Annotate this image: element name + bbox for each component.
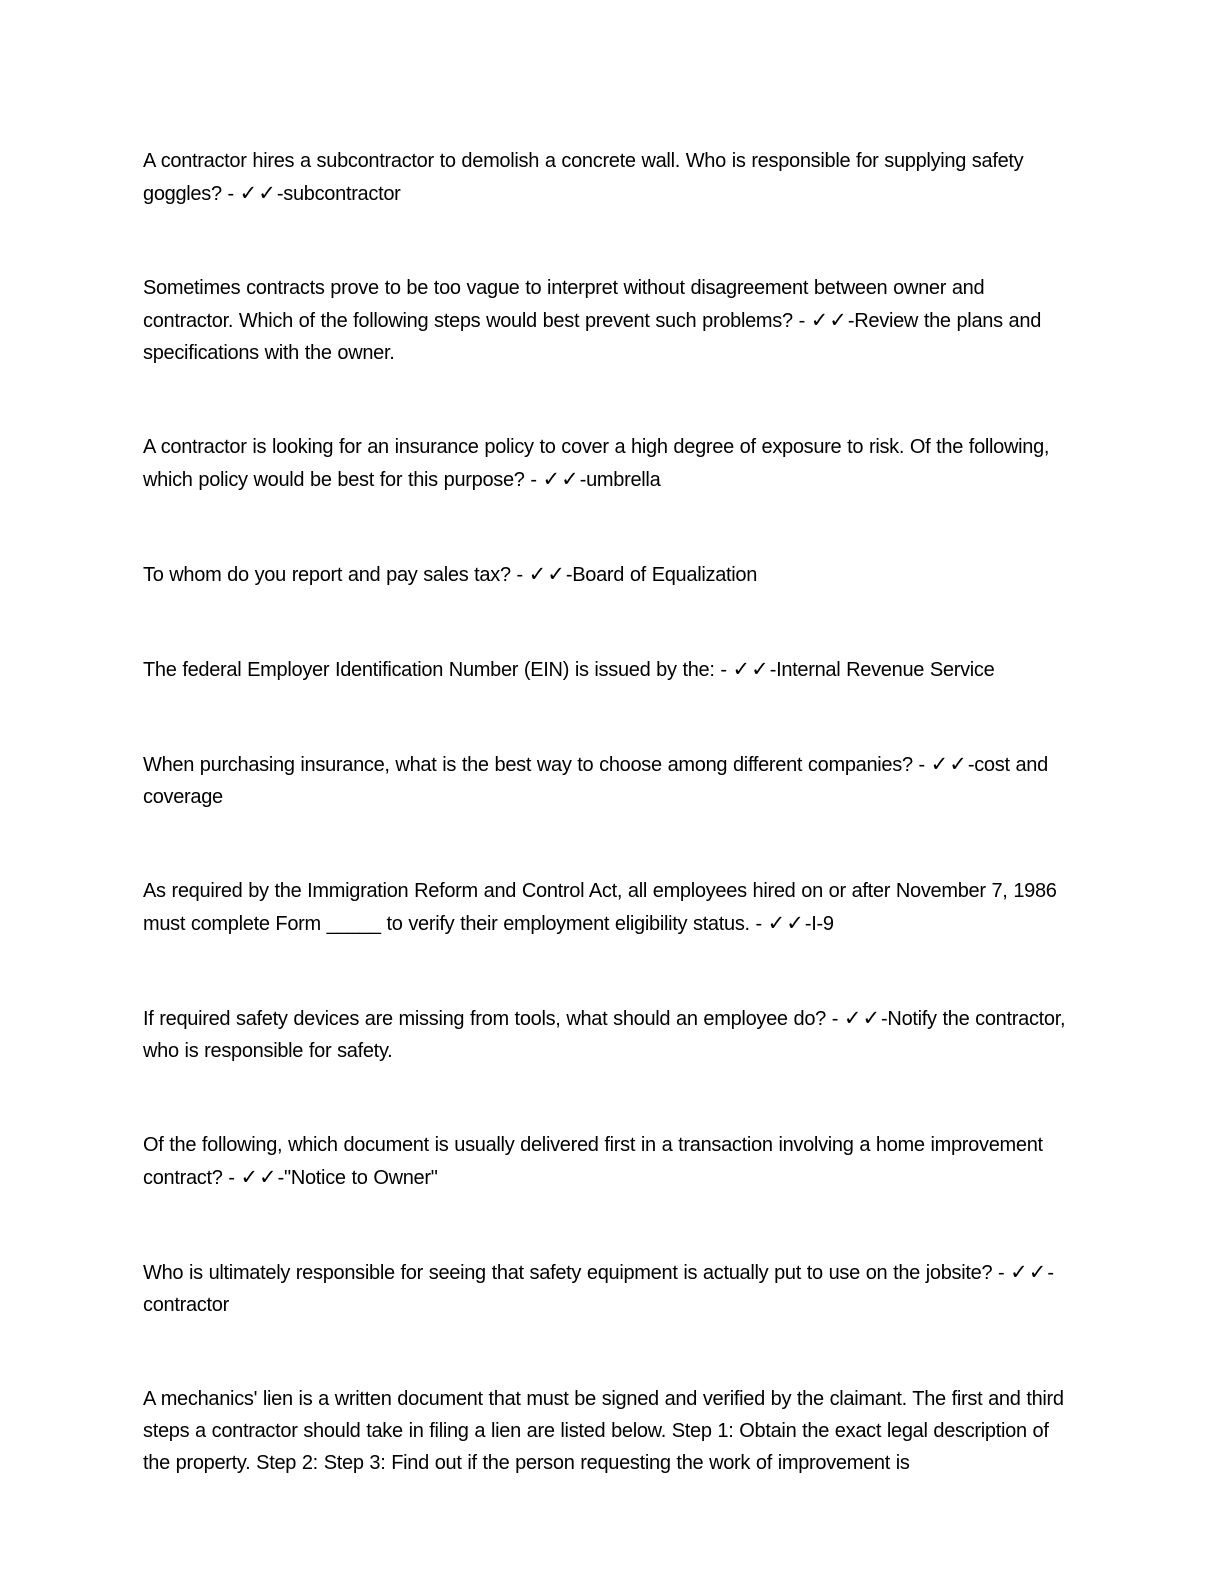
correct-answer-checkmarks-icon: ✓✓ bbox=[810, 308, 848, 332]
question-text: To whom do you report and pay sales tax? bbox=[143, 564, 511, 586]
answer-text: umbrella bbox=[586, 469, 661, 491]
question-text: When purchasing insurance, what is the best way to choose among different companies? bbox=[143, 754, 913, 776]
question-text: Sometimes contracts prove to be too vague to interpret without disagreement between owner and contractor. Which of the following steps would best prevent such problems? bbox=[143, 277, 985, 332]
answer-prefix-dash: - bbox=[579, 469, 587, 491]
answer-text: contractor bbox=[143, 1294, 229, 1316]
correct-answer-checkmarks-icon: ✓✓ bbox=[1010, 1260, 1048, 1284]
answer-text: "Notice to Owner" bbox=[284, 1167, 438, 1189]
qa-item bbox=[143, 272, 1075, 369]
answer-separator-dash: - bbox=[524, 469, 543, 491]
answer-prefix-dash: - bbox=[277, 1167, 285, 1189]
correct-answer-checkmarks-icon: ✓✓ bbox=[843, 1006, 882, 1030]
answer-separator-dash: - bbox=[221, 183, 240, 205]
answer-text: I-9 bbox=[811, 913, 834, 935]
question-text: The federal Employer Identification Number (EIN) is issued by the: bbox=[143, 659, 715, 681]
correct-answer-checkmarks-icon: ✓✓ bbox=[542, 467, 580, 491]
qa-item bbox=[143, 748, 1075, 813]
qa-item bbox=[143, 1383, 1075, 1479]
answer-separator-dash: - bbox=[792, 310, 811, 332]
answer-prefix-dash: - bbox=[1047, 1262, 1054, 1284]
answer-text: Notify the contractor, who is responsible for safety. bbox=[143, 1008, 1066, 1062]
qa-item bbox=[143, 653, 1075, 686]
qa-item bbox=[143, 1002, 1075, 1067]
answer-prefix-dash: - bbox=[967, 754, 975, 776]
correct-answer-checkmarks-icon: ✓✓ bbox=[528, 562, 566, 586]
answer-prefix-dash: - bbox=[881, 1008, 888, 1030]
answer-text: Board of Equalization bbox=[572, 564, 758, 586]
answer-text: subcontractor bbox=[283, 183, 401, 205]
answer-text: Internal Revenue Service bbox=[776, 659, 995, 681]
qa-item bbox=[143, 1256, 1075, 1321]
correct-answer-checkmarks-icon: ✓✓ bbox=[240, 1165, 278, 1189]
qa-item bbox=[143, 875, 1075, 940]
qa-item bbox=[143, 431, 1075, 496]
answer-prefix-dash: - bbox=[847, 310, 855, 332]
answer-separator-dash: - bbox=[912, 754, 931, 776]
correct-answer-checkmarks-icon: ✓✓ bbox=[930, 752, 968, 776]
answer-text: Review the plans and specifications with the owner. bbox=[143, 310, 1042, 364]
answer-prefix-dash: - bbox=[769, 659, 777, 681]
question-text: A contractor is looking for an insurance policy to cover a high degree of exposure to risk. Of the following, which policy would be best for this purpose? bbox=[143, 436, 1050, 491]
question-text: A contractor hires a subcontractor to demolish a concrete wall. Who is responsible for supplying safety goggles? bbox=[143, 150, 1024, 205]
question-text: Who is ultimately responsible for seeing that safety equipment is actually put to use on the jobsite? bbox=[143, 1262, 993, 1284]
answer-prefix-dash: - bbox=[565, 564, 573, 586]
answer-separator-dash: - bbox=[749, 913, 768, 935]
qa-item bbox=[143, 558, 1075, 591]
qa-list bbox=[143, 145, 1075, 1479]
answer-text: cost and coverage bbox=[143, 754, 1048, 808]
answer-separator-dash: - bbox=[714, 659, 733, 681]
question-text: A mechanics' lien is a written document that must be signed and verified by the claimant. The first and third steps a contractor should take in filing a lien are listed below. Step 1: Obtain the exact legal description of the property. Step 2: Step 3: Find out if the person requesting the work of improvement is bbox=[143, 1388, 1064, 1474]
correct-answer-checkmarks-icon: ✓✓ bbox=[239, 181, 277, 205]
qa-item bbox=[143, 1129, 1075, 1194]
answer-separator-dash: - bbox=[992, 1262, 1011, 1284]
answer-prefix-dash: - bbox=[804, 913, 812, 935]
question-text: If required safety devices are missing from tools, what should an employee do? bbox=[143, 1008, 826, 1030]
correct-answer-checkmarks-icon: ✓✓ bbox=[732, 657, 770, 681]
answer-separator-dash: - bbox=[510, 564, 529, 586]
qa-item bbox=[143, 145, 1075, 210]
answer-separator-dash: - bbox=[825, 1008, 844, 1030]
answer-separator-dash: - bbox=[222, 1167, 241, 1189]
answer-prefix-dash: - bbox=[276, 183, 284, 205]
question-text: Of the following, which document is usually delivered first in a transaction involving a home improvement contract? bbox=[143, 1134, 1043, 1189]
question-text: As required by the Immigration Reform and Control Act, all employees hired on or after November 7, 1986 must complete Form _____ to verify their employment eligibility status. bbox=[143, 880, 1057, 935]
correct-answer-checkmarks-icon: ✓✓ bbox=[767, 911, 805, 935]
